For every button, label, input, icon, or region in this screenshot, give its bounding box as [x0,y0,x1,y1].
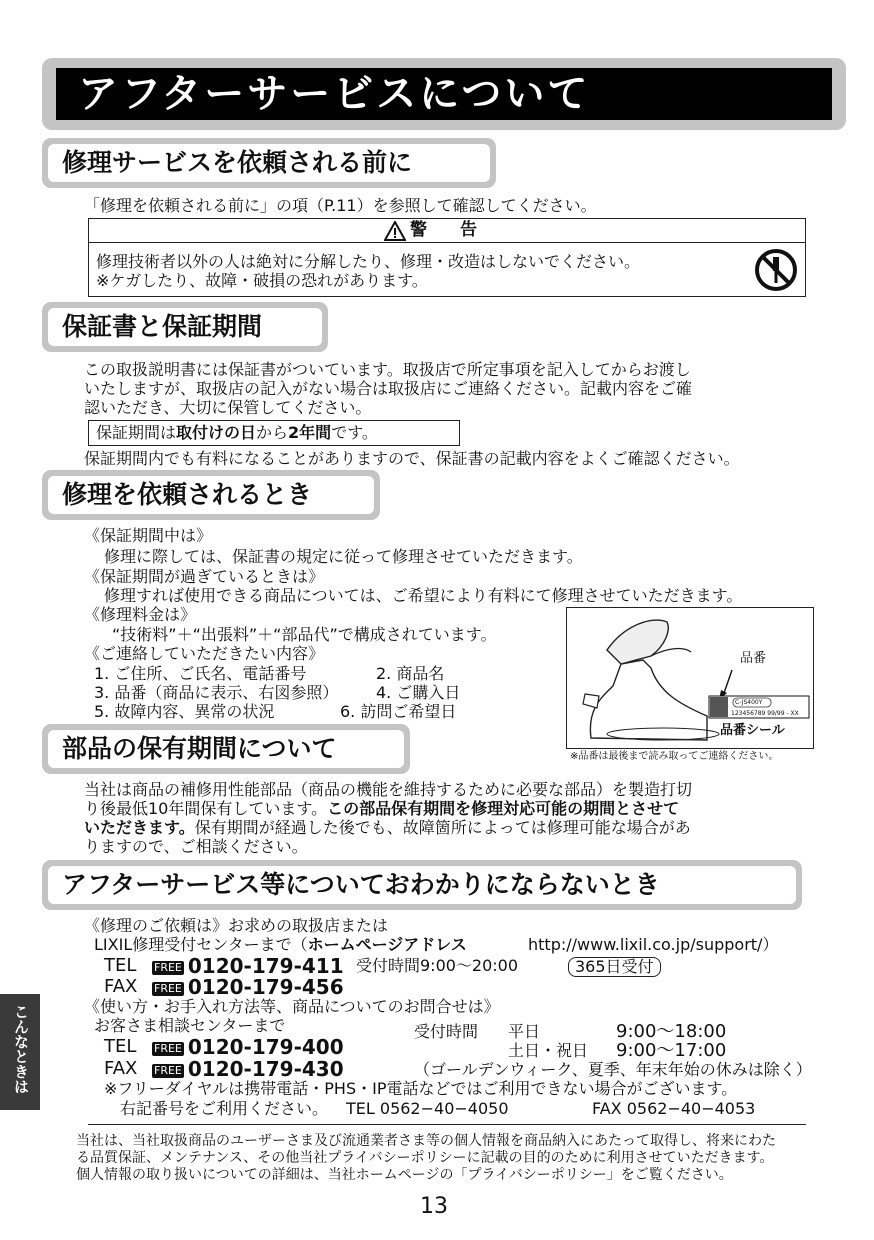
warranty-body-2: いたしますが、取扱店の記入がない場合は取扱店にご連絡ください。記載内容をご確 [84,379,693,398]
privacy-line-3: 個人情報の取り扱いについての詳細は、当社ホームページの「プライバシーポリシー」をご覧ください。 [76,1167,733,1183]
contact-item-4: 4. ご購入日 [376,683,461,702]
free-dial-note: ※フリーダイヤルは携帯電話・PHS・IP電話などではご利用できない場合がございます。 [104,1079,738,1098]
warning-line-2: ※ケガしたり、故障・破損の恐れがあります。 [96,271,428,290]
page-number: 13 [420,1194,448,1219]
privacy-line-1: 当社は、当社取扱商品のユーザーさま及び流通業者さま等の個人情報を商品納入にあたって取得し、将来にわた [76,1133,776,1149]
figure-label-seal: 品番シール [720,723,785,738]
consult-fax-label: FAX [104,1058,138,1079]
support-url: http://www.lixil.co.jp/support/） [528,935,779,954]
figure-code: C-JS400Y [735,699,763,706]
warranty-period-text: 保証期間は取付けの日から2年間です。 [96,423,378,442]
warranty-body-3: 認いただき、大切に保管してください。 [84,398,372,417]
page-title: アフターサービスについて [78,71,591,117]
warning-title: 警 告 [410,220,485,240]
warning-triangle-icon [384,221,406,241]
consult-hours-label: 受付時間 [414,1022,479,1041]
repair-line-7: 《ご連絡していただきたい内容》 [84,644,325,663]
section-title-warranty: 保証書と保証期間 [62,312,263,341]
before-repair-intro: 「修理を依頼される前に」の項（P.11）を参照して確認してください。 [84,196,597,215]
section-title-requesting-repair: 修理を依頼されるとき [62,480,313,509]
weekday-time: 9:00～18:00 [616,1021,727,1042]
side-tab-troubleshooting: こんなときは [0,994,40,1110]
repair-line-4: 修理すれば使用できる商品については、ご希望により有料にて修理させていただきます。 [104,586,743,605]
inquiry-line-1: 《修理のご依頼は》お求めの取扱店または [84,916,389,935]
contact-item-1: 1. ご住所、ご氏名、電話番号 [94,664,307,683]
contact-item-5: 5. 故障内容、異常の状況 [94,702,275,721]
repair-hours: 受付時間9:00～20:00 [356,956,519,975]
holiday-note: （ゴールデンウィーク、夏季、年末年始の休みは除く） [414,1060,812,1079]
consult-fax: FREE 0120-179-430 [154,1057,344,1081]
parts-body-2: り後最低10年間保有しています。この部品保有期間を修理対応可能の期間とさせて [84,799,680,818]
figure-serial: 123456789 99/99 - XX [731,710,799,717]
parts-body-1: 当社は商品の補修用性能部品（商品の機能を維持するために必要な部品）を製造打切 [84,780,693,799]
warranty-body-1: この取扱説明書には保証書がついています。取扱店で所定事項を記入してからお渡し [84,360,691,379]
figure-caption: ※品番は最後まで読み取ってご連絡ください。 [570,751,779,762]
inquiry-line-5: 《使い方・お手入れ方法等、商品についてのお問合せは》 [84,997,500,1016]
inquiry-line-2: LIXIL修理受付センターまで（ホームページアドレス [94,935,467,954]
section-title-before-repair: 修理サービスを依頼される前に [62,148,413,177]
365-days-badge: 365日受付 [568,957,661,977]
figure-label-part-number: 品番 [740,651,767,666]
footer-divider [88,1124,806,1125]
section-title-inquiries: アフターサービス等についておわかりにならないとき [62,870,660,899]
free-dial-icon: FREE [154,982,182,995]
consult-tel: FREE 0120-179-400 [154,1035,344,1059]
repair-tel: FREE 0120-179-411 [154,954,344,978]
alt-number-line: 右記番号をご利用ください。 [120,1099,329,1118]
consult-tel-label: TEL [104,1036,137,1057]
repair-line-5: 《修理料金は》 [84,605,197,624]
privacy-line-2: る品質保証、メンテナンス、その他当社プライバシーポリシーに記載の目的のために利用させていただきます。 [76,1150,774,1166]
parts-body-3: いただきます。保有期間が経過した後でも、故障箇所によっては修理可能な場合があ [84,818,691,837]
contact-item-2: 2. 商品名 [376,664,445,683]
repair-line-2: 修理に際しては、保証書の規定に従って修理させていただきます。 [104,547,583,566]
repair-fax-label: FAX [104,976,138,997]
repair-fax: FREE 0120-179-456 [154,975,344,999]
contact-item-3: 3. 品番（商品に表示、右図参照） [94,683,339,702]
weekend-time: 9:00～17:00 [616,1040,727,1061]
repair-tel-label: TEL [104,955,137,976]
weekday-label: 平日 [508,1022,541,1041]
free-dial-icon: FREE [154,961,182,974]
repair-line-6: “技術料”＋“出張料”＋“部品代”で構成されています。 [112,625,497,644]
warranty-note: 保証期間内でも有料になることがありますので、保証書の記載内容をよくご確認ください。 [84,449,740,468]
contact-item-6: 6. 訪問ご希望日 [340,702,457,721]
alt-tel: TEL 0562−40−4050 [346,1099,509,1118]
free-dial-icon: FREE [154,1064,182,1077]
warning-line-1: 修理技術者以外の人は絶対に分解したり、修理・改造はしないでください。 [96,252,641,271]
weekend-label: 土日・祝日 [508,1041,589,1060]
section-title-parts-retention: 部品の保有期間について [62,734,337,763]
repair-line-3: 《保証期間が過ぎているときは》 [84,567,325,586]
no-disassembly-icon [754,248,798,292]
parts-body-4: りますので、ご相談ください。 [84,837,308,856]
free-dial-icon: FREE [154,1042,182,1055]
alt-fax: FAX 0562−40−4053 [592,1099,756,1118]
inquiry-line-6: お客さま相談センターまで [94,1016,286,1035]
repair-line-1: 《保証期間中は》 [84,526,213,545]
